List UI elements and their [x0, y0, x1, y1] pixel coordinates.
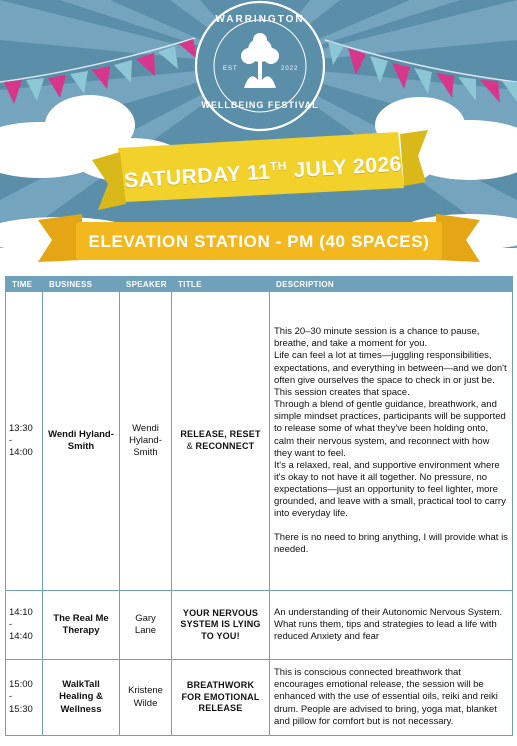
logo-year: 2022: [281, 66, 299, 72]
row-time: 15:00 - 15:30: [6, 660, 43, 736]
description-line: An understanding of their Autonomic Nervous System. What runs them, tips and strategies to lead a life with reduced Anxiety and fear: [274, 606, 503, 643]
event-date-prefix: SATURDAY 11: [123, 160, 271, 193]
logo-top-text: WARRINGTON: [215, 14, 305, 25]
table-row: [6, 660, 513, 736]
row-time: 13:30 - 14:00: [6, 292, 43, 591]
event-date-rest: JULY 2026: [286, 152, 403, 183]
row-title: [172, 292, 270, 591]
row-title-part-a: RELEASE, RESET: [180, 429, 261, 440]
row-business: WalkTall Healing & Wellness: [43, 660, 120, 736]
row-description: [270, 660, 513, 736]
schedule-table: [5, 276, 513, 736]
header-business: BUSINESS: [43, 277, 120, 292]
row-title: YOUR NERVOUS SYSTEM IS LYING TO YOU!: [172, 591, 270, 660]
description-line: It's a relaxed, real, and supportive environment where it's okay to not have it all together. No pressure, no expectations—just an opportunity to feel lighter, more grounded, and leave with a small, practical tool to carry into everyday life.: [274, 459, 506, 520]
description-line: Through a blend of gentle guidance, breathwork, and simple mindset practices, participants will be supported to release some of what they've been holding onto, calm their nervous system, and reconnect with how they want to feel.: [274, 399, 506, 459]
row-description: [270, 591, 513, 660]
row-title: BREATHWORK FOR EMOTIONAL RELEASE: [172, 660, 270, 736]
logo-est: EST: [223, 66, 238, 72]
festival-header: [0, 0, 517, 272]
row-title-part-b: RECONNECT: [195, 441, 255, 451]
header-speaker: SPEAKER: [120, 277, 172, 292]
table-row: [6, 292, 513, 591]
event-date-suffix: TH: [269, 158, 288, 174]
description-spacer: [274, 521, 508, 532]
header-time: TIME: [6, 277, 43, 292]
row-speaker: Wendi Hyland-Smith: [120, 292, 172, 591]
description-line: There is no need to bring anything, I will provide what is needed.: [274, 531, 508, 555]
header-title: TITLE: [172, 277, 270, 292]
row-speaker: Gary Lane: [120, 591, 172, 660]
row-time: 14:10 - 14:40: [6, 591, 43, 660]
row-business: The Real Me Therapy: [43, 591, 120, 660]
station-title: ELEVATION STATION - PM (40 SPACES): [88, 232, 430, 251]
row-description: [270, 292, 513, 591]
logo-bottom-text: WELLBEING FESTIVAL: [201, 100, 319, 110]
description-line: This is conscious connected breathwork that encourages emotional release, the session will be enhanced with the use of essential oils, reiki and reiki drum. People are advised to bring, yoga mat, blanket and pillow for comfort but is not necessary.: [274, 667, 498, 727]
header-description: DESCRIPTION: [270, 277, 513, 292]
description-line: Life can feel a lot at times—juggling responsibilities, expectations, and everything in between—and we don't often give ourselves the space to check in or just be. This session creates that space.: [274, 350, 507, 398]
row-title-ampersand: &: [186, 441, 196, 451]
festival-logo: [195, 0, 325, 130]
description-line: This 20–30 minute session is a chance to pause, breathe, and take a moment for you.: [274, 326, 480, 350]
row-speaker: Kristene Wilde: [120, 660, 172, 736]
table-row: [6, 591, 513, 660]
row-business: Wendi Hyland-Smith: [43, 292, 120, 591]
table-header-row: [6, 277, 513, 292]
